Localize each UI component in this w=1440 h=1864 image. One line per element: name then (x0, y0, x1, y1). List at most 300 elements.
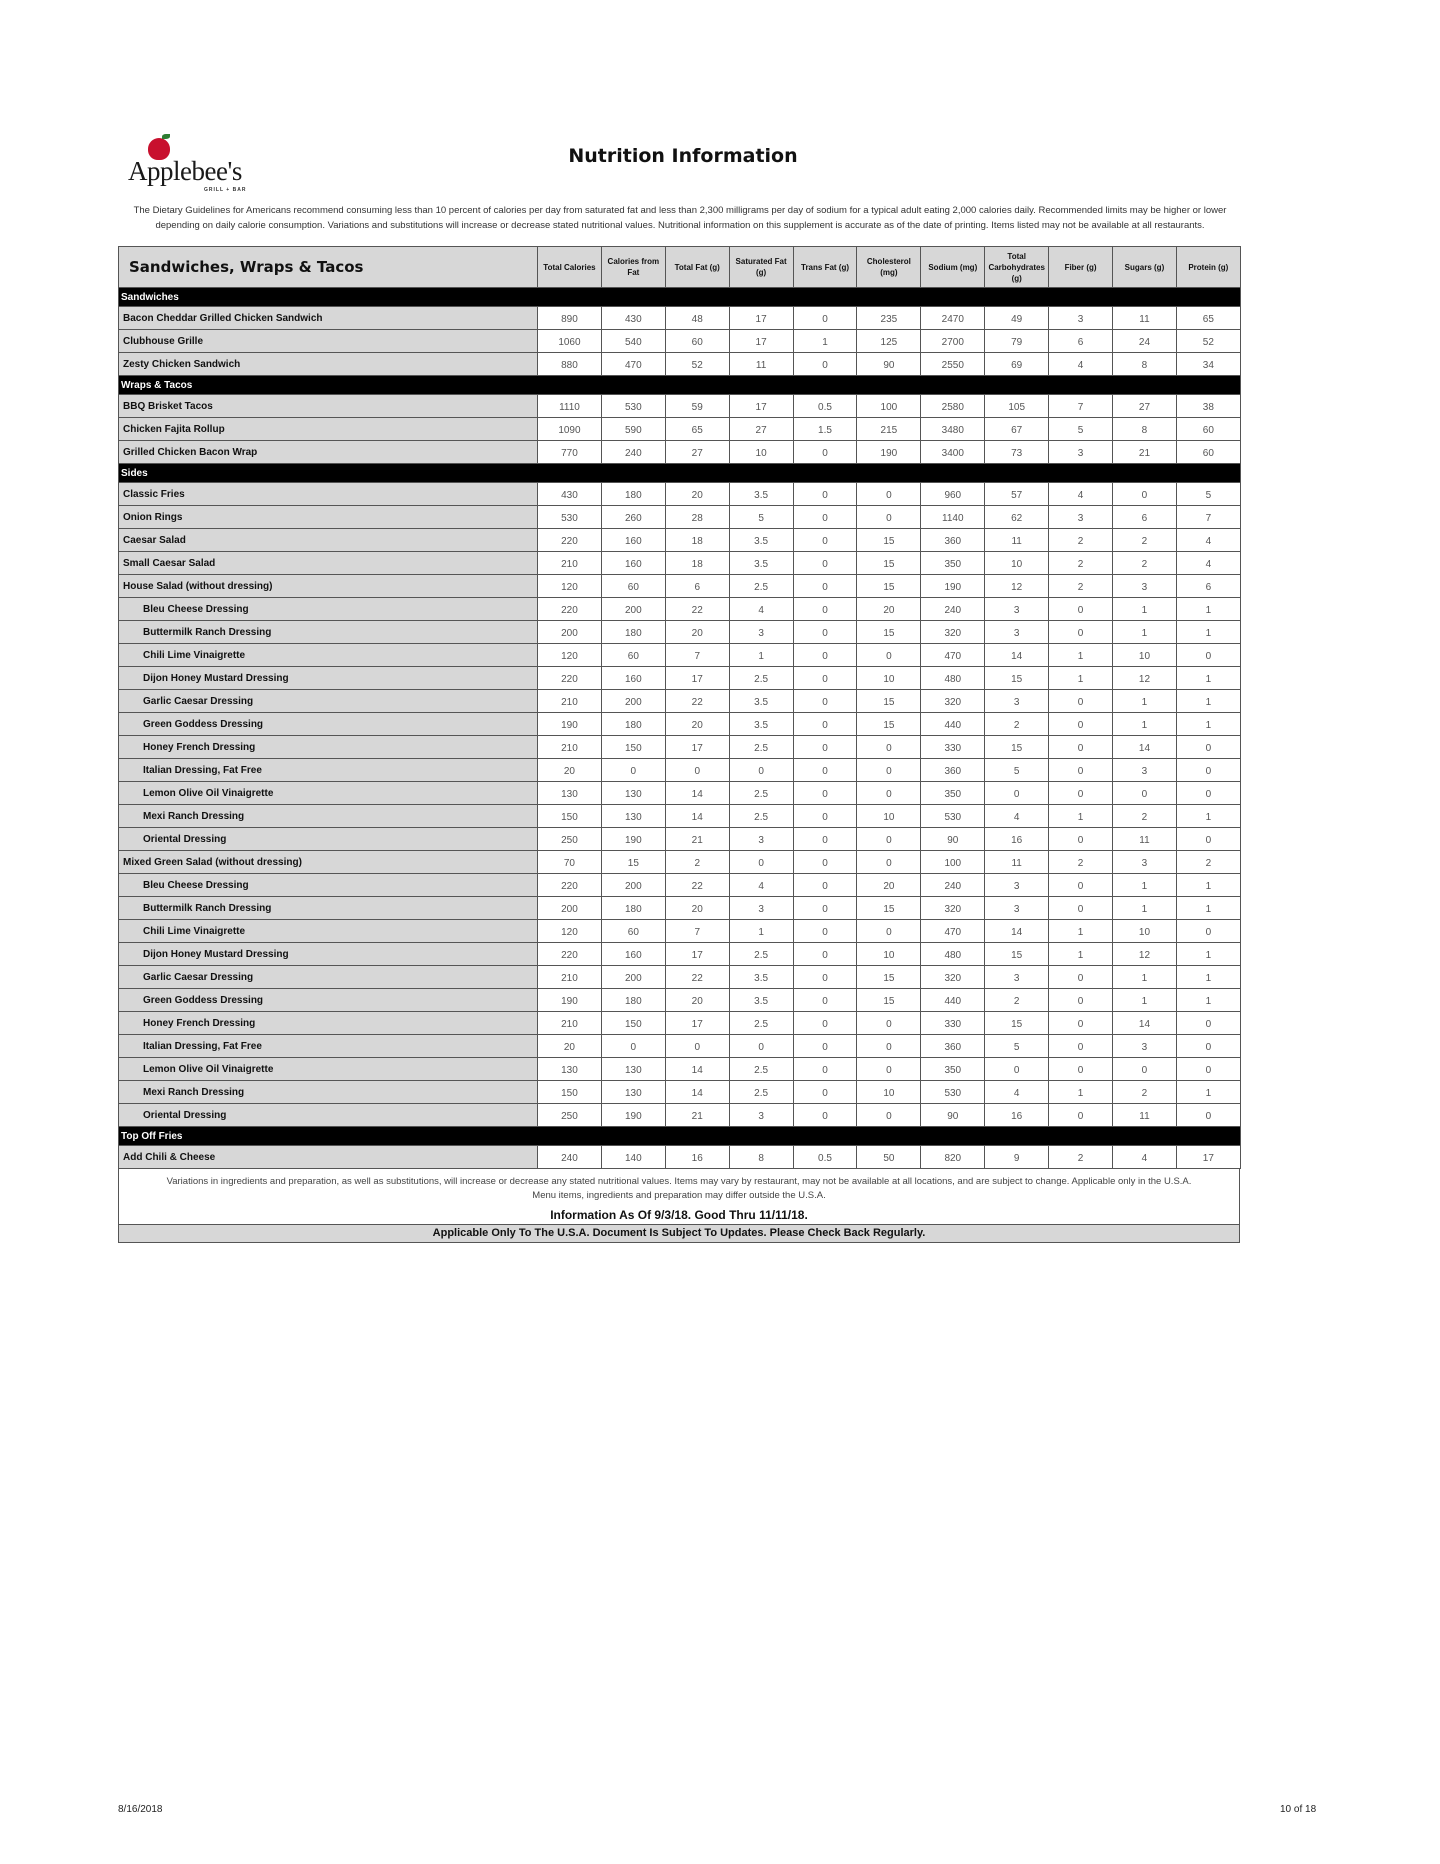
nutrient-value: 0 (1049, 966, 1113, 989)
section-header-row (119, 1127, 1241, 1146)
nutrient-value: 0 (793, 897, 857, 920)
item-name: BBQ Brisket Tacos (119, 395, 538, 418)
item-name: Green Goddess Dressing (119, 713, 538, 736)
nutrient-value: 10 (1113, 920, 1177, 943)
item-name: House Salad (without dressing) (119, 575, 538, 598)
nutrient-value: 150 (538, 805, 602, 828)
nutrient-value: 0 (1049, 782, 1113, 805)
nutrient-value: 3 (1049, 441, 1113, 464)
nutrient-value: 0 (793, 307, 857, 330)
nutrient-value: 0 (1049, 989, 1113, 1012)
item-name: Mixed Green Salad (without dressing) (119, 851, 538, 874)
table-row (119, 330, 1241, 353)
nutrient-value: 350 (921, 1058, 985, 1081)
page-date: 8/16/2018 (118, 1804, 163, 1815)
nutrient-value: 16 (665, 1146, 729, 1169)
nutrient-value: 0 (793, 828, 857, 851)
brand-name: Applebee's (128, 156, 242, 186)
nutrient-value: 73 (985, 441, 1049, 464)
nutrient-value: 10 (729, 441, 793, 464)
nutrient-value: 62 (985, 506, 1049, 529)
table-row (119, 506, 1241, 529)
nutrient-value: 240 (921, 598, 985, 621)
nutrient-value: 130 (601, 1081, 665, 1104)
nutrient-value: 2 (1113, 805, 1177, 828)
footer-applicability-bar: Applicable Only To The U.S.A. Document Is Subject To Updates. Please Check Back Regularly. (119, 1224, 1239, 1242)
nutrient-value: 180 (601, 897, 665, 920)
column-header: Trans Fat (g) (793, 247, 857, 288)
nutrient-value: 0 (793, 552, 857, 575)
nutrient-value: 2700 (921, 330, 985, 353)
nutrient-value: 470 (601, 353, 665, 376)
nutrient-value: 105 (985, 395, 1049, 418)
nutrient-value: 11 (1113, 828, 1177, 851)
item-name: Chili Lime Vinaigrette (119, 920, 538, 943)
nutrient-value: 0 (793, 598, 857, 621)
nutrient-value: 12 (1113, 667, 1177, 690)
nutrient-value: 20 (857, 598, 921, 621)
nutrient-value: 130 (601, 1058, 665, 1081)
nutrient-value: 1 (793, 330, 857, 353)
nutrient-value: 4 (1113, 1146, 1177, 1169)
nutrient-value: 0 (1113, 1058, 1177, 1081)
nutrient-value: 0 (793, 1058, 857, 1081)
nutrient-value: 10 (857, 667, 921, 690)
table-row (119, 353, 1241, 376)
nutrient-value: 220 (538, 667, 602, 690)
nutrient-value: 0 (857, 1104, 921, 1127)
nutrient-value: 24 (1113, 330, 1177, 353)
nutrient-value: 0 (729, 851, 793, 874)
nutrient-value: 48 (665, 307, 729, 330)
nutrient-value: 2550 (921, 353, 985, 376)
nutrient-value: 0 (1049, 690, 1113, 713)
nutrient-value: 34 (1176, 353, 1240, 376)
nutrient-value: 14 (665, 1058, 729, 1081)
nutrient-value: 5 (985, 1035, 1049, 1058)
nutrient-value: 0 (793, 575, 857, 598)
nutrient-value: 12 (985, 575, 1049, 598)
section-label: Sides (119, 464, 1241, 483)
nutrient-value: 2 (1049, 529, 1113, 552)
nutrient-value: 220 (538, 598, 602, 621)
nutrient-value: 0 (793, 736, 857, 759)
nutrient-value: 15 (857, 552, 921, 575)
nutrient-value: 5 (985, 759, 1049, 782)
nutrient-value: 470 (921, 644, 985, 667)
nutrient-value: 770 (538, 441, 602, 464)
nutrient-value: 240 (921, 874, 985, 897)
table-row (119, 1081, 1241, 1104)
nutrient-value: 0 (793, 483, 857, 506)
nutrient-value: 320 (921, 690, 985, 713)
nutrient-value: 1 (1176, 690, 1240, 713)
nutrient-value: 0 (793, 644, 857, 667)
nutrient-value: 1 (1176, 1081, 1240, 1104)
nutrient-value: 1090 (538, 418, 602, 441)
nutrient-value: 470 (921, 920, 985, 943)
nutrient-value: 6 (665, 575, 729, 598)
item-name: Dijon Honey Mustard Dressing (119, 943, 538, 966)
nutrient-value: 90 (921, 1104, 985, 1127)
column-header: Calories from Fat (601, 247, 665, 288)
nutrient-value: 1110 (538, 395, 602, 418)
nutrient-value: 2 (1049, 1146, 1113, 1169)
nutrient-value: 220 (538, 529, 602, 552)
nutrient-value: 7 (1176, 506, 1240, 529)
nutrient-value: 15 (601, 851, 665, 874)
nutrient-value: 320 (921, 897, 985, 920)
nutrient-value: 2 (1113, 529, 1177, 552)
nutrient-value: 57 (985, 483, 1049, 506)
nutrient-value: 210 (538, 552, 602, 575)
nutrient-value: 1 (1049, 920, 1113, 943)
nutrient-value: 190 (601, 1104, 665, 1127)
nutrient-value: 0 (1049, 1058, 1113, 1081)
nutrient-value: 0 (1049, 759, 1113, 782)
nutrient-value: 3 (985, 874, 1049, 897)
footer-info-date: Information As Of 9/3/18. Good Thru 11/11/18. (550, 1208, 808, 1222)
nutrient-value: 2470 (921, 307, 985, 330)
nutrient-value: 530 (921, 805, 985, 828)
nutrient-value: 3 (1113, 575, 1177, 598)
table-row (119, 897, 1241, 920)
table-row (119, 851, 1241, 874)
nutrient-value: 90 (857, 353, 921, 376)
nutrient-value: 0 (857, 920, 921, 943)
table-row (119, 644, 1241, 667)
table-row (119, 552, 1241, 575)
nutrient-value: 0 (857, 1012, 921, 1035)
nutrient-value: 0 (1049, 1104, 1113, 1127)
nutrient-value: 530 (601, 395, 665, 418)
nutrient-value: 27 (729, 418, 793, 441)
nutrient-value: 130 (601, 805, 665, 828)
nutrient-value: 60 (1176, 441, 1240, 464)
nutrient-value: 330 (921, 736, 985, 759)
nutrient-value: 5 (1049, 418, 1113, 441)
nutrient-value: 21 (665, 828, 729, 851)
nutrient-value: 0 (793, 1035, 857, 1058)
nutrient-value: 890 (538, 307, 602, 330)
nutrient-value: 150 (538, 1081, 602, 1104)
table-footer (118, 1169, 1240, 1243)
nutrient-value: 22 (665, 598, 729, 621)
nutrient-value: 2 (665, 851, 729, 874)
nutrient-value: 5 (729, 506, 793, 529)
item-name: Dijon Honey Mustard Dressing (119, 667, 538, 690)
nutrient-value: 3 (985, 690, 1049, 713)
page-title: Nutrition Information (568, 145, 798, 167)
nutrient-value: 1 (1176, 874, 1240, 897)
item-name: Bleu Cheese Dressing (119, 598, 538, 621)
nutrient-value: 60 (601, 644, 665, 667)
nutrient-value: 240 (538, 1146, 602, 1169)
table-row (119, 943, 1241, 966)
nutrient-value: 180 (601, 483, 665, 506)
nutrient-value: 1 (1176, 667, 1240, 690)
nutrient-value: 12 (1113, 943, 1177, 966)
nutrient-value: 11 (985, 851, 1049, 874)
nutrient-value: 0 (857, 782, 921, 805)
table-row (119, 483, 1241, 506)
nutrient-value: 0 (1176, 1058, 1240, 1081)
footer-note: Variations in ingredients and preparation, as well as substitutions, will increase or decrease any stated nutritional values. Items may vary by restaurant, may not be available at all locations, and are subject to change. Applicable only in the U.S.A. Menu items, ingredients and preparation may differ outside the U.S.A. (166, 1176, 1192, 1201)
nutrient-value: 70 (538, 851, 602, 874)
nutrient-value: 1 (1176, 713, 1240, 736)
nutrient-value: 3 (985, 966, 1049, 989)
nutrient-value: 0 (1176, 736, 1240, 759)
item-name: Bacon Cheddar Grilled Chicken Sandwich (119, 307, 538, 330)
nutrient-value: 2 (1049, 851, 1113, 874)
nutrient-value: 1 (1049, 644, 1113, 667)
nutrient-value: 0 (1049, 621, 1113, 644)
nutrient-value: 2.5 (729, 1081, 793, 1104)
nutrient-value: 27 (665, 441, 729, 464)
nutrient-value: 6 (1176, 575, 1240, 598)
nutrient-value: 2.5 (729, 736, 793, 759)
nutrient-value: 2.5 (729, 1058, 793, 1081)
page-number: 10 of 18 (1280, 1804, 1317, 1815)
nutrient-value: 190 (538, 713, 602, 736)
nutrient-value: 180 (601, 989, 665, 1012)
nutrient-value: 0 (985, 782, 1049, 805)
nutrient-value: 0 (793, 506, 857, 529)
nutrient-value: 100 (857, 395, 921, 418)
table-row (119, 667, 1241, 690)
nutrient-value: 20 (665, 621, 729, 644)
nutrient-value: 59 (665, 395, 729, 418)
nutrient-value: 3.5 (729, 690, 793, 713)
table-row (119, 1058, 1241, 1081)
nutrient-value: 215 (857, 418, 921, 441)
nutrient-value: 320 (921, 966, 985, 989)
item-name: Zesty Chicken Sandwich (119, 353, 538, 376)
nutrient-value: 1 (1176, 989, 1240, 1012)
nutrient-value: 16 (985, 1104, 1049, 1127)
nutrient-value: 1 (1049, 943, 1113, 966)
nutrient-value: 0 (793, 920, 857, 943)
nutrient-value: 4 (1176, 552, 1240, 575)
column-header: Total Fat (g) (665, 247, 729, 288)
nutrient-value: 0 (793, 851, 857, 874)
nutrient-value: 960 (921, 483, 985, 506)
item-name: Garlic Caesar Dressing (119, 966, 538, 989)
nutrient-value: 140 (601, 1146, 665, 1169)
item-name: Grilled Chicken Bacon Wrap (119, 441, 538, 464)
nutrient-value: 530 (921, 1081, 985, 1104)
item-name: Italian Dressing, Fat Free (119, 759, 538, 782)
nutrient-value: 180 (601, 621, 665, 644)
nutrient-value: 60 (601, 920, 665, 943)
nutrient-value: 67 (985, 418, 1049, 441)
nutrient-value: 65 (1176, 307, 1240, 330)
table-row (119, 529, 1241, 552)
nutrient-value: 2 (985, 713, 1049, 736)
nutrient-value: 530 (538, 506, 602, 529)
nutrient-value: 3 (1113, 759, 1177, 782)
nutrient-value: 4 (729, 874, 793, 897)
item-name: Classic Fries (119, 483, 538, 506)
nutrient-value: 3.5 (729, 552, 793, 575)
dietary-guidelines-note: The Dietary Guidelines for Americans recommend consuming less than 10 percent of calories per day from saturated fat and less than 2,300 milligrams per day of sodium for a typical adult eating 2,000 calories daily. Recommended limits may be higher or lower depending on daily calorie consumption. Variations and substitutions will increase or decrease stated nutritional values. Nutritional information on this supplement is accurate as of the date of printing. Items listed may not be available at all restaurants. (133, 205, 1227, 231)
nutrient-value: 590 (601, 418, 665, 441)
nutrient-value: 6 (1113, 506, 1177, 529)
nutrient-value: 2 (1113, 552, 1177, 575)
nutrient-value: 14 (665, 782, 729, 805)
item-name: Chili Lime Vinaigrette (119, 644, 538, 667)
nutrient-value: 440 (921, 989, 985, 1012)
nutrient-value: 0 (793, 667, 857, 690)
nutrient-value: 0 (793, 713, 857, 736)
nutrient-value: 1 (1176, 805, 1240, 828)
section-label: Top Off Fries (119, 1127, 1241, 1146)
nutrient-value: 17 (729, 307, 793, 330)
nutrient-value: 120 (538, 920, 602, 943)
section-label: Wraps & Tacos (119, 376, 1241, 395)
nutrient-value: 180 (601, 713, 665, 736)
nutrition-table-container (118, 246, 1240, 1243)
nutrient-value: 20 (538, 759, 602, 782)
column-header: Sodium (mg) (921, 247, 985, 288)
nutrient-value: 0 (793, 1012, 857, 1035)
section-header-row (119, 464, 1241, 483)
nutrient-value: 240 (601, 441, 665, 464)
nutrient-value: 0 (1049, 598, 1113, 621)
item-name: Clubhouse Grille (119, 330, 538, 353)
nutrient-value: 235 (857, 307, 921, 330)
nutrient-value: 210 (538, 736, 602, 759)
nutrient-value: 3.5 (729, 713, 793, 736)
nutrient-value: 3480 (921, 418, 985, 441)
table-row (119, 920, 1241, 943)
nutrient-value: 190 (601, 828, 665, 851)
nutrient-value: 150 (601, 736, 665, 759)
nutrient-value: 0 (793, 989, 857, 1012)
nutrient-value: 200 (601, 966, 665, 989)
nutrient-value: 17 (729, 395, 793, 418)
nutrient-value: 22 (665, 690, 729, 713)
nutrient-value: 0 (1049, 897, 1113, 920)
nutrient-value: 160 (601, 529, 665, 552)
section-label: Sandwiches (119, 288, 1241, 307)
nutrient-value: 0 (1176, 644, 1240, 667)
item-name: Chicken Fajita Rollup (119, 418, 538, 441)
nutrient-value: 10 (1113, 644, 1177, 667)
nutrient-value: 9 (985, 1146, 1049, 1169)
table-row (119, 1104, 1241, 1127)
nutrient-value: 260 (601, 506, 665, 529)
nutrient-value: 60 (601, 575, 665, 598)
nutrient-value: 0 (793, 690, 857, 713)
section-header-row (119, 288, 1241, 307)
nutrient-value: 0 (857, 736, 921, 759)
nutrient-value: 220 (538, 874, 602, 897)
column-header: Total Carbohydrates (g) (985, 247, 1049, 288)
nutrient-value: 15 (857, 966, 921, 989)
nutrient-value: 20 (857, 874, 921, 897)
nutrient-value: 1 (1049, 805, 1113, 828)
nutrient-value: 1.5 (793, 418, 857, 441)
item-name: Mexi Ranch Dressing (119, 1081, 538, 1104)
nutrient-value: 0 (1176, 828, 1240, 851)
nutrient-value: 360 (921, 759, 985, 782)
nutrient-value: 5 (1176, 483, 1240, 506)
nutrient-value: 330 (921, 1012, 985, 1035)
leaf-icon (162, 134, 170, 139)
nutrient-value: 0 (1176, 782, 1240, 805)
table-row (119, 966, 1241, 989)
nutrient-value: 0 (857, 644, 921, 667)
nutrient-value: 50 (857, 1146, 921, 1169)
nutrient-value: 49 (985, 307, 1049, 330)
section-header-row (119, 376, 1241, 395)
nutrient-value: 17 (665, 667, 729, 690)
nutrient-value: 1 (1113, 621, 1177, 644)
nutrient-value: 20 (665, 989, 729, 1012)
nutrient-value: 0 (857, 828, 921, 851)
nutrient-value: 11 (1113, 1104, 1177, 1127)
nutrient-value: 0 (601, 759, 665, 782)
nutrient-value: 4 (1176, 529, 1240, 552)
nutrient-value: 150 (601, 1012, 665, 1035)
item-name: Add Chili & Cheese (119, 1146, 538, 1169)
nutrient-value: 1060 (538, 330, 602, 353)
nutrient-value: 4 (985, 805, 1049, 828)
nutrient-value: 3 (1049, 307, 1113, 330)
nutrient-value: 210 (538, 966, 602, 989)
nutrient-value: 0.5 (793, 1146, 857, 1169)
nutrient-value: 65 (665, 418, 729, 441)
nutrient-value: 360 (921, 529, 985, 552)
nutrient-value: 60 (665, 330, 729, 353)
nutrient-value: 3 (1113, 1035, 1177, 1058)
nutrient-value: 14 (1113, 736, 1177, 759)
nutrient-value: 15 (857, 897, 921, 920)
nutrient-value: 210 (538, 690, 602, 713)
nutrient-value: 28 (665, 506, 729, 529)
nutrient-value: 3 (985, 897, 1049, 920)
column-header: Fiber (g) (1049, 247, 1113, 288)
nutrient-value: 27 (1113, 395, 1177, 418)
item-name: Honey French Dressing (119, 1012, 538, 1035)
nutrient-value: 15 (857, 713, 921, 736)
nutrient-value: 0 (857, 759, 921, 782)
table-row (119, 441, 1241, 464)
nutrient-value: 15 (985, 1012, 1049, 1035)
nutrient-value: 1 (1049, 667, 1113, 690)
nutrient-value: 4 (1049, 353, 1113, 376)
nutrient-value: 0 (857, 1058, 921, 1081)
item-name: Onion Rings (119, 506, 538, 529)
nutrient-value: 3 (985, 598, 1049, 621)
nutrient-value: 10 (857, 805, 921, 828)
nutrient-value: 1 (729, 644, 793, 667)
nutrient-value: 0 (729, 1035, 793, 1058)
nutrient-value: 2.5 (729, 575, 793, 598)
nutrient-value: 20 (538, 1035, 602, 1058)
nutrient-value: 3.5 (729, 529, 793, 552)
column-header: Protein (g) (1176, 247, 1240, 288)
nutrient-value: 0 (601, 1035, 665, 1058)
nutrient-value: 17 (729, 330, 793, 353)
nutrient-value: 10 (857, 943, 921, 966)
nutrient-value: 3 (729, 621, 793, 644)
nutrient-value: 200 (538, 897, 602, 920)
nutrient-value: 130 (601, 782, 665, 805)
nutrient-value: 21 (1113, 441, 1177, 464)
nutrient-value: 38 (1176, 395, 1240, 418)
